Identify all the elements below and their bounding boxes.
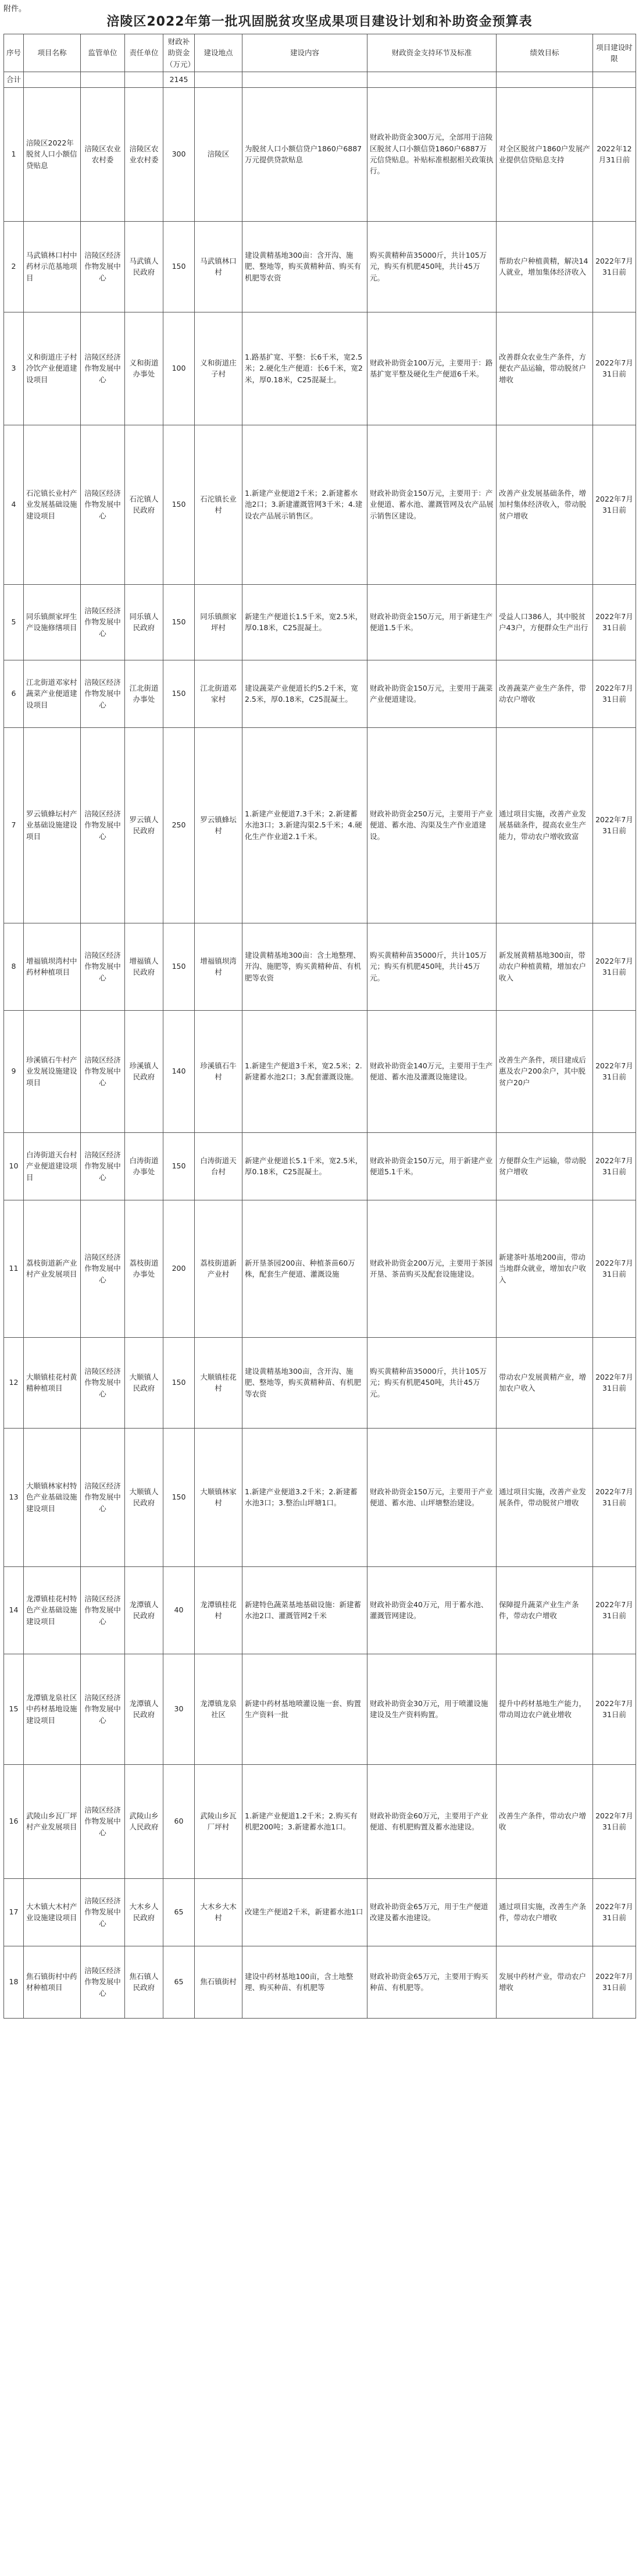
cell-name: 涪陵区2022年脱贫人口小额信贷贴息 xyxy=(24,87,81,221)
header-row xyxy=(4,34,636,72)
cell-responsible: 义和街道办事处 xyxy=(125,312,163,425)
col-amount: 财政补助资金（万元） xyxy=(163,34,195,72)
col-name: 项目名称 xyxy=(24,34,81,72)
cell-no: 7 xyxy=(4,727,24,923)
cell-support: 财政补助资金150万元，用于新建生产便道1.5千米。 xyxy=(367,584,497,660)
cell-goal: 新发展黄精基地300亩，带动农户种植黄精，增加农户收入 xyxy=(497,923,593,1010)
cell-name: 焦石镇街村中药材种植项目 xyxy=(24,1946,81,2018)
cell-no: 8 xyxy=(4,923,24,1010)
cell-amount: 150 xyxy=(163,221,195,312)
cell-location: 江北街道邓家村 xyxy=(195,660,242,727)
cell-deadline: 2022年7月31日前 xyxy=(593,727,636,923)
cell-deadline: 2022年7月31日前 xyxy=(593,425,636,584)
col-no: 序号 xyxy=(4,34,24,72)
cell-goal: 方便群众生产运输，带动脱贫户增收 xyxy=(497,1132,593,1200)
cell-no: 6 xyxy=(4,660,24,727)
col-support: 财政资金支持环节及标准 xyxy=(367,34,497,72)
cell-location: 龙潭镇桂花村 xyxy=(195,1566,242,1654)
total-label: 合计 xyxy=(4,72,24,87)
cell-content: 1.新建产业便道1.2千米；2.购买有机肥200吨；3.新建蓄水池1口。 xyxy=(242,1764,367,1878)
attachment-label: 附件。 xyxy=(3,5,27,13)
cell-goal: 带动农户发展黄精产业，增加农户收入 xyxy=(497,1337,593,1428)
cell-content: 建设蔬菜产业便道长约5.2千米，宽2.5米，厚0.18米，C25混凝土。 xyxy=(242,660,367,727)
cell-support: 财政补助资金140万元，主要用于生产便道、蓄水池及灌溉设施建设。 xyxy=(367,1010,497,1132)
cell-support: 财政补助资金30万元，用于喷灌设施建设及生产资料购置。 xyxy=(367,1654,497,1764)
cell-supervisor: 涪陵区经济作物发展中心 xyxy=(81,1764,125,1878)
cell-name: 龙潭镇龙泉社区中药材基地设施建设项目 xyxy=(24,1654,81,1764)
cell-no: 3 xyxy=(4,312,24,425)
cell-goal: 提升中药材基地生产能力，带动周边农户就业增收 xyxy=(497,1654,593,1764)
cell-deadline: 2022年7月31日前 xyxy=(593,1878,636,1946)
cell-goal: 通过项目实施，改善产业发展条件，带动脱贫户增收 xyxy=(497,1428,593,1566)
cell-responsible: 龙潭镇人民政府 xyxy=(125,1566,163,1654)
cell-location: 荔枝街道新产业村 xyxy=(195,1200,242,1337)
cell-no: 13 xyxy=(4,1428,24,1566)
cell-goal: 改善群众农业生产条件，方便农产品运输，带动脱贫户增收 xyxy=(497,312,593,425)
cell-location: 增福镇坝湾村 xyxy=(195,923,242,1010)
cell-goal: 通过项目实施，改善产业发展基础条件，提高农业生产能力，带动农户增收致富 xyxy=(497,727,593,923)
cell-supervisor: 涪陵区经济作物发展中心 xyxy=(81,1010,125,1132)
cell-supervisor: 涪陵区经济作物发展中心 xyxy=(81,1946,125,2018)
cell-content: 建设黄精基地300亩，含开沟、施肥、整地等，购买黄精种苗、有机肥等农资 xyxy=(242,1337,367,1428)
cell-no: 4 xyxy=(4,425,24,584)
cell-name: 白涛街道天台村产业便道建设项目 xyxy=(24,1132,81,1200)
table-row xyxy=(4,584,636,660)
cell-support: 财政补助资金300万元，全部用于涪陵区脱贫人口小额信贷1860户6887万元信贷贴息。补贴标准根据相关政策执行。 xyxy=(367,87,497,221)
cell-deadline: 2022年7月31日前 xyxy=(593,1200,636,1337)
cell-location: 武陵山乡瓦厂坪村 xyxy=(195,1764,242,1878)
table-row xyxy=(4,923,636,1010)
cell-deadline: 2022年7月31日前 xyxy=(593,1654,636,1764)
cell-amount: 30 xyxy=(163,1654,195,1764)
cell-responsible: 龙潭镇人民政府 xyxy=(125,1654,163,1764)
table-row xyxy=(4,727,636,923)
cell-responsible: 珍溪镇人民政府 xyxy=(125,1010,163,1132)
cell-supervisor: 涪陵区农业农村委 xyxy=(81,87,125,221)
cell-deadline: 2022年7月31日前 xyxy=(593,1764,636,1878)
cell-support: 财政补助资金200万元，主要用于茶园开垦、茶苗购买及配套设施建设。 xyxy=(367,1200,497,1337)
cell-responsible: 江北街道办事处 xyxy=(125,660,163,727)
cell-location: 义和街道庄子村 xyxy=(195,312,242,425)
cell-location: 涪陵区 xyxy=(195,87,242,221)
cell-supervisor: 涪陵区经济作物发展中心 xyxy=(81,1337,125,1428)
cell-support: 财政补助资金150万元，用于新建产业便道5.1千米。 xyxy=(367,1132,497,1200)
cell-supervisor: 涪陵区经济作物发展中心 xyxy=(81,1200,125,1337)
cell-goal: 保障提升蔬菜产业生产条件，带动农户增收 xyxy=(497,1566,593,1654)
cell-deadline: 2022年7月31日前 xyxy=(593,660,636,727)
cell-responsible: 大木乡人民政府 xyxy=(125,1878,163,1946)
cell-content: 1.新建产业便道7.3千米；2.新建蓄水池3口；3.新建沟渠2.5千米；4.硬化生产作业道2.1千米。 xyxy=(242,727,367,923)
cell-amount: 140 xyxy=(163,1010,195,1132)
cell-content: 1.新建生产便道3千米，宽2.5米；2.新建蓄水池2口；3.配套灌溉设施。 xyxy=(242,1010,367,1132)
cell-amount: 150 xyxy=(163,660,195,727)
cell-location: 罗云镇蜂坛村 xyxy=(195,727,242,923)
budget-table xyxy=(3,34,636,2019)
cell-amount: 150 xyxy=(163,1428,195,1566)
cell-supervisor: 涪陵区经济作物发展中心 xyxy=(81,660,125,727)
cell-name: 义和街道庄子村冷饮产业便道建设项目 xyxy=(24,312,81,425)
cell-location: 焦石镇街村 xyxy=(195,1946,242,2018)
cell-supervisor: 涪陵区经济作物发展中心 xyxy=(81,1132,125,1200)
cell-amount: 65 xyxy=(163,1946,195,2018)
cell-no: 17 xyxy=(4,1878,24,1946)
cell-responsible: 焦石镇人民政府 xyxy=(125,1946,163,2018)
cell-deadline: 2022年7月31日前 xyxy=(593,1428,636,1566)
cell-supervisor: 涪陵区经济作物发展中心 xyxy=(81,584,125,660)
cell-no: 15 xyxy=(4,1654,24,1764)
cell-support: 财政补助资金100万元，主要用于：路基扩宽平整及硬化生产便道6千米。 xyxy=(367,312,497,425)
cell-support: 购买黄精种苗35000斤，共计105万元；购买有机肥450吨，共计45万元。 xyxy=(367,1337,497,1428)
cell-responsible: 马武镇人民政府 xyxy=(125,221,163,312)
cell-supervisor: 涪陵区经济作物发展中心 xyxy=(81,312,125,425)
cell-support: 财政补助资金60万元，主要用于产业便道、有机肥购置及蓄水池建设。 xyxy=(367,1764,497,1878)
cell-deadline: 2022年7月31日前 xyxy=(593,923,636,1010)
page-title: 涪陵区2022年第一批巩固脱贫攻坚成果项目建设计划和补助资金预算表 xyxy=(106,15,533,29)
cell-supervisor: 涪陵区经济作物发展中心 xyxy=(81,727,125,923)
cell-goal: 改善蔬菜产业生产条件，带动农户增收 xyxy=(497,660,593,727)
cell-responsible: 罗云镇人民政府 xyxy=(125,727,163,923)
cell-amount: 100 xyxy=(163,312,195,425)
cell-responsible: 增福镇人民政府 xyxy=(125,923,163,1010)
table-row xyxy=(4,1764,636,1878)
cell-goal: 对全区脱贫户1860户发展产业提供信贷贴息支持 xyxy=(497,87,593,221)
cell-location: 白涛街道天台村 xyxy=(195,1132,242,1200)
cell-name: 珍溪镇石牛村产业发展设施建设项目 xyxy=(24,1010,81,1132)
col-deadline: 项目建设时限 xyxy=(593,34,636,72)
cell-no: 16 xyxy=(4,1764,24,1878)
col-responsible: 责任单位 xyxy=(125,34,163,72)
cell-responsible: 涪陵区农业农村委 xyxy=(125,87,163,221)
cell-responsible: 大顺镇人民政府 xyxy=(125,1337,163,1428)
cell-amount: 40 xyxy=(163,1566,195,1654)
cell-name: 大顺镇林家村特色产业基础设施建设项目 xyxy=(24,1428,81,1566)
cell-amount: 150 xyxy=(163,1337,195,1428)
cell-goal: 改善产业发展基础条件，增加村集体经济收入，带动脱贫户增收 xyxy=(497,425,593,584)
cell-no: 10 xyxy=(4,1132,24,1200)
cell-content: 1.路基扩宽、平整：长6千米，宽2.5米；2.硬化生产便道：长6千米，宽2米，厚0.18米，C25混凝土。 xyxy=(242,312,367,425)
cell-name: 武陵山乡瓦厂坪村产业发展项目 xyxy=(24,1764,81,1878)
cell-content: 新开垦茶园200亩、种植茶苗60万株，配套生产便道、灌溉设施 xyxy=(242,1200,367,1337)
cell-amount: 250 xyxy=(163,727,195,923)
table-row xyxy=(4,87,636,221)
cell-support: 购买黄精种苗35000斤，共计105万元，购买有机肥450吨，共计45万元。 xyxy=(367,221,497,312)
cell-no: 12 xyxy=(4,1337,24,1428)
cell-responsible: 白涛街道办事处 xyxy=(125,1132,163,1200)
cell-responsible: 同乐镇人民政府 xyxy=(125,584,163,660)
table-row xyxy=(4,312,636,425)
table-row xyxy=(4,1010,636,1132)
table-row xyxy=(4,1654,636,1764)
cell-goal: 新建茶叶基地200亩，带动当地群众就业，增加农户收入 xyxy=(497,1200,593,1337)
cell-support: 财政补助资金150万元，主要用于：产业便道、蓄水池、灌溉管网及农产品展示销售区建设。 xyxy=(367,425,497,584)
cell-content: 建设黄精基地300亩：含开沟、施肥、整地等，购买黄精种苗、购买有机肥等农资 xyxy=(242,221,367,312)
cell-name: 荔枝街道新产业村产业发展项目 xyxy=(24,1200,81,1337)
cell-support: 财政补助资金65万元，用于生产便道改建及蓄水池建设。 xyxy=(367,1878,497,1946)
table-row xyxy=(4,1566,636,1654)
cell-support: 财政补助资金150万元，主要用于蔬菜产业便道建设。 xyxy=(367,660,497,727)
cell-supervisor: 涪陵区经济作物发展中心 xyxy=(81,425,125,584)
table-row xyxy=(4,425,636,584)
cell-location: 大顺镇林家村 xyxy=(195,1428,242,1566)
cell-support: 财政补助资金150万元，主要用于产业便道、蓄水池、山坪塘整治建设。 xyxy=(367,1428,497,1566)
col-location: 建设地点 xyxy=(195,34,242,72)
cell-content: 新建特色蔬菜基地基础设施：新建蓄水池2口、灌溉管网2千米 xyxy=(242,1566,367,1654)
total-amount: 2145 xyxy=(163,72,195,87)
cell-deadline: 2022年7月31日前 xyxy=(593,1566,636,1654)
cell-supervisor: 涪陵区经济作物发展中心 xyxy=(81,923,125,1010)
cell-name: 增福镇坝湾村中药材种植项目 xyxy=(24,923,81,1010)
cell-name: 马武镇林口村中药材示范基地项目 xyxy=(24,221,81,312)
cell-no: 5 xyxy=(4,584,24,660)
cell-amount: 150 xyxy=(163,1132,195,1200)
cell-deadline: 2022年7月31日前 xyxy=(593,1337,636,1428)
table-row xyxy=(4,1132,636,1200)
cell-no: 18 xyxy=(4,1946,24,2018)
cell-name: 同乐镇颜家坪生产设施修缮项目 xyxy=(24,584,81,660)
cell-goal: 受益人口386人，其中脱贫户43户，方便群众生产出行 xyxy=(497,584,593,660)
cell-goal: 改善生产条件，带动农户增收 xyxy=(497,1764,593,1878)
cell-deadline: 2022年7月31日前 xyxy=(593,1010,636,1132)
table-row xyxy=(4,221,636,312)
cell-location: 同乐镇颜家坪村 xyxy=(195,584,242,660)
cell-amount: 300 xyxy=(163,87,195,221)
cell-location: 马武镇林口村 xyxy=(195,221,242,312)
cell-location: 大顺镇桂花村 xyxy=(195,1337,242,1428)
cell-responsible: 荔枝街道办事处 xyxy=(125,1200,163,1337)
cell-content: 1.新建产业便道2千米；2.新建蓄水池2口；3.新建灌溉管网3千米；4.建设农产品展示销售区。 xyxy=(242,425,367,584)
cell-supervisor: 涪陵区经济作物发展中心 xyxy=(81,1428,125,1566)
cell-deadline: 2022年7月31日前 xyxy=(593,1132,636,1200)
cell-support: 财政补助资金40万元，用于蓄水池、灌溉管网建设。 xyxy=(367,1566,497,1654)
cell-amount: 150 xyxy=(163,425,195,584)
cell-supervisor: 涪陵区经济作物发展中心 xyxy=(81,1654,125,1764)
col-content: 建设内容 xyxy=(242,34,367,72)
cell-responsible: 武陵山乡人民政府 xyxy=(125,1764,163,1878)
cell-no: 14 xyxy=(4,1566,24,1654)
cell-amount: 60 xyxy=(163,1764,195,1878)
cell-no: 2 xyxy=(4,221,24,312)
col-supervisor: 监管单位 xyxy=(81,34,125,72)
cell-content: 新建中药材基地喷灌设施一套、购置生产资料一批 xyxy=(242,1654,367,1764)
cell-goal: 改善生产条件，项目建成后惠及农户200余户，其中脱贫户20户 xyxy=(497,1010,593,1132)
cell-deadline: 2022年7月31日前 xyxy=(593,584,636,660)
cell-location: 龙潭镇龙泉社区 xyxy=(195,1654,242,1764)
cell-responsible: 石沱镇人民政府 xyxy=(125,425,163,584)
cell-supervisor: 涪陵区经济作物发展中心 xyxy=(81,1878,125,1946)
cell-responsible: 大顺镇人民政府 xyxy=(125,1428,163,1566)
cell-goal: 通过项目实施，改善生产条件，带动农户增收 xyxy=(497,1878,593,1946)
cell-no: 11 xyxy=(4,1200,24,1337)
cell-no: 1 xyxy=(4,87,24,221)
cell-support: 财政补助资金65万元，主要用于购买种苗、有机肥等。 xyxy=(367,1946,497,2018)
cell-content: 建设黄精基地300亩：含土地整理、开沟、施肥等，购买黄精种苗、有机肥等农资 xyxy=(242,923,367,1010)
cell-support: 购买黄精种苗35000斤，共计105万元；购买有机肥450吨，共计45万元。 xyxy=(367,923,497,1010)
total-row xyxy=(4,72,636,87)
cell-amount: 200 xyxy=(163,1200,195,1337)
cell-content: 为脱贫人口小额信贷户1860户6887万元提供贷款贴息 xyxy=(242,87,367,221)
cell-name: 大木镇大木村产业设施建设项目 xyxy=(24,1878,81,1946)
cell-name: 罗云镇蜂坛村产业基础设施建设项目 xyxy=(24,727,81,923)
cell-content: 新建生产便道长1.5千米，宽2.5米，厚0.18米，C25混凝土。 xyxy=(242,584,367,660)
table-row xyxy=(4,1946,636,2018)
cell-deadline: 2022年7月31日前 xyxy=(593,312,636,425)
cell-deadline: 2022年7月31日前 xyxy=(593,221,636,312)
table-row xyxy=(4,1337,636,1428)
cell-amount: 150 xyxy=(163,923,195,1010)
cell-location: 珍溪镇石牛村 xyxy=(195,1010,242,1132)
cell-amount: 150 xyxy=(163,584,195,660)
cell-support: 财政补助资金250万元，主要用于产业便道、蓄水池、沟渠及生产作业道建设。 xyxy=(367,727,497,923)
cell-content: 新建产业便道长5.1千米，宽2.5米，厚0.18米，C25混凝土。 xyxy=(242,1132,367,1200)
cell-goal: 帮助农户种植黄精，解决14人就业，增加集体经济收入 xyxy=(497,221,593,312)
cell-no: 9 xyxy=(4,1010,24,1132)
cell-goal: 发展中药材产业，带动农户增收 xyxy=(497,1946,593,2018)
cell-name: 大顺镇桂花村黄精种植项目 xyxy=(24,1337,81,1428)
cell-content: 建设中药材基地100亩，含土地整理、购买种苗、有机肥等 xyxy=(242,1946,367,2018)
cell-location: 大木乡大木村 xyxy=(195,1878,242,1946)
cell-content: 改建生产便道2千米，新建蓄水池1口 xyxy=(242,1878,367,1946)
table-row xyxy=(4,1200,636,1337)
cell-name: 龙潭镇桂花村特色产业基础设施建设项目 xyxy=(24,1566,81,1654)
cell-name: 石沱镇长业村产业发展基础设施建设项目 xyxy=(24,425,81,584)
cell-deadline: 2022年7月31日前 xyxy=(593,1946,636,2018)
cell-supervisor: 涪陵区经济作物发展中心 xyxy=(81,1566,125,1654)
table-row xyxy=(4,660,636,727)
cell-supervisor: 涪陵区经济作物发展中心 xyxy=(81,221,125,312)
col-goal: 绩效目标 xyxy=(497,34,593,72)
cell-location: 石沱镇长业村 xyxy=(195,425,242,584)
cell-deadline: 2022年12月31日前 xyxy=(593,87,636,221)
table-row xyxy=(4,1428,636,1566)
cell-amount: 65 xyxy=(163,1878,195,1946)
table-row xyxy=(4,1878,636,1946)
cell-name: 江北街道邓家村蔬菜产业便道建设项目 xyxy=(24,660,81,727)
cell-content: 1.新建产业便道3.2千米；2.新建蓄水池3口；3.整治山坪塘1口。 xyxy=(242,1428,367,1566)
